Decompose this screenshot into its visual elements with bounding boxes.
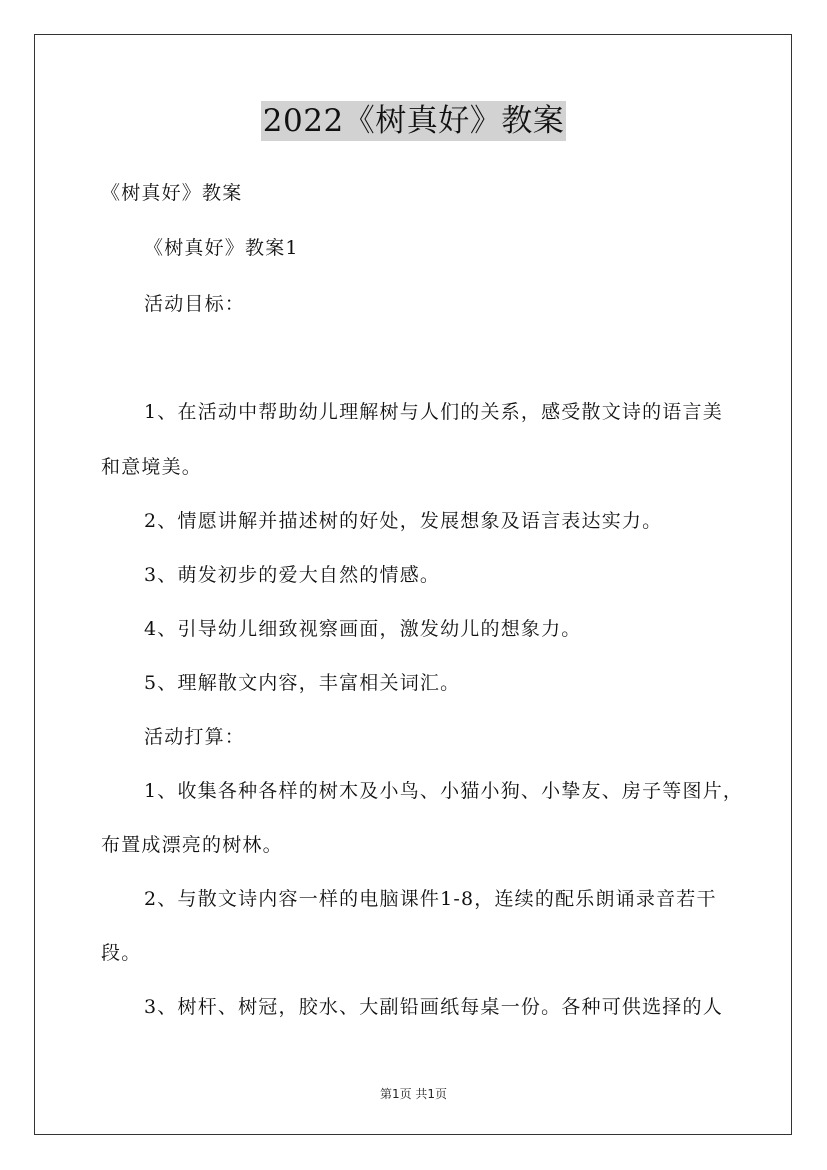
- text-line: 1、收集各种各样的树木及小鸟、小猫小狗、小挚友、房子等图片，: [144, 780, 744, 802]
- text-line: 《树真好》教案1: [144, 237, 299, 259]
- text-line: 1、在活动中帮助幼儿理解树与人们的关系，感受散文诗的语言美: [144, 401, 723, 423]
- text-line: 2、情愿讲解并描述树的好处，发展想象及语言表达实力。: [144, 510, 663, 532]
- text-line: 《树真好》教案: [101, 182, 243, 204]
- text-line: 5、理解散文内容，丰富相关词汇。: [144, 672, 461, 694]
- text-line: 和意境美。: [101, 456, 203, 478]
- title-area: [0, 101, 827, 141]
- text-line: 2、与散文诗内容一样的电脑课件1-8，连续的配乐朗诵录音若干: [144, 888, 717, 910]
- text-line: 3、萌发初步的爱大自然的情感。: [144, 564, 441, 586]
- text-line: 活动目标：: [144, 293, 246, 315]
- page-footer: 第1页 共1页: [379, 1087, 448, 1101]
- text-line: 段。: [101, 942, 142, 964]
- text-line: 布置成漂亮的树林。: [101, 834, 283, 856]
- text-line: 4、引导幼儿细致视察画面，激发幼儿的想象力。: [144, 618, 582, 640]
- text-line: 3、树杆、树冠，胶水、大副铅画纸每桌一份。各种可供选择的人: [144, 996, 723, 1018]
- document-title: 2022《树真好》教案: [262, 103, 565, 139]
- text-line: 活动打算：: [144, 726, 246, 748]
